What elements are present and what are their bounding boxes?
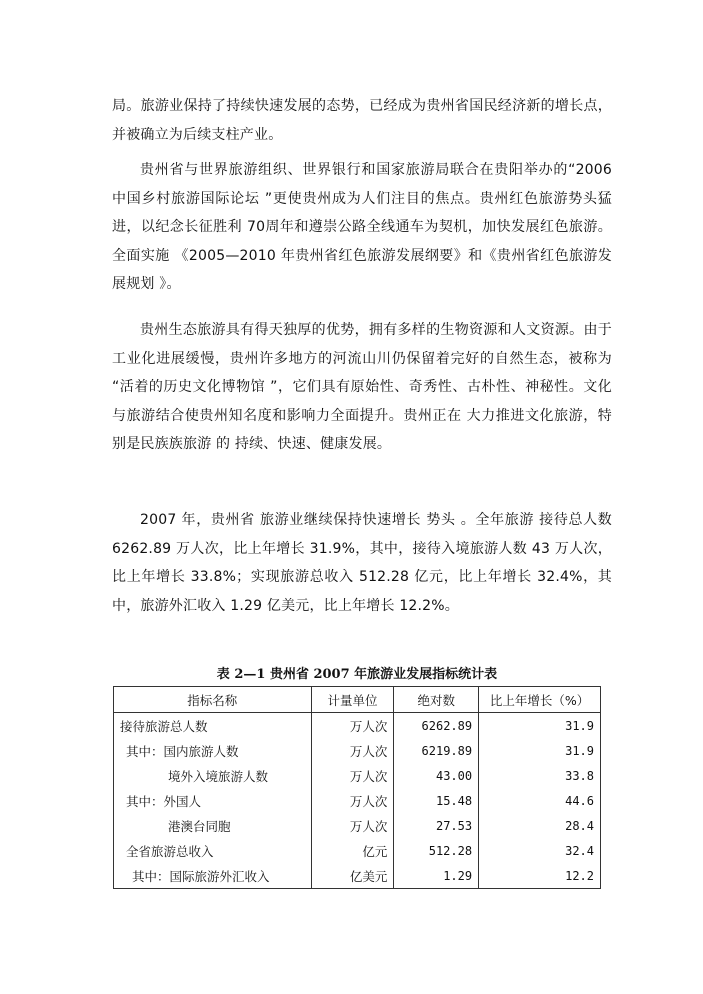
- row-name: 其中：国际旅游外汇收入: [114, 863, 312, 889]
- paragraph-2007-statistics: 2007 年，贵州省 旅游业继续保持快速增长 势头 。全年旅游 接待总人数 6262.89 万人次，比上年增长 31.9%，其中，接待入境旅游人数 43 万人次，比上年增长 33.8%；实现旅游总收入 512.28 亿元，比上年增长 32.4%，其中，旅游外汇收入 1.29 亿美元，比上年增长 12.2%。: [112, 512, 612, 614]
- row-unit: 万人次: [311, 713, 394, 739]
- row-name: 其中：外国人: [114, 788, 312, 813]
- table-header-row: [114, 687, 601, 713]
- row-growth: 31.9: [479, 713, 601, 739]
- row-value: 43.00: [394, 763, 479, 788]
- row-growth: 44.6: [479, 788, 601, 813]
- paragraph-tourism-growth: 局。旅游业保持了持续快速发展的态势，已经成为贵州省国民经济新的增长点，并被确立为后续支柱产业。: [112, 98, 612, 143]
- row-unit: 万人次: [311, 738, 394, 763]
- header-growth-rate: 比上年增长（%）: [479, 687, 601, 713]
- row-unit: 万人次: [311, 763, 394, 788]
- row-value: 6262.89: [394, 713, 479, 739]
- tourism-indicators-table: [113, 686, 601, 889]
- row-growth: 28.4: [479, 813, 601, 838]
- row-value: 27.53: [394, 813, 479, 838]
- row-unit: 亿元: [311, 838, 394, 863]
- row-growth: 33.8: [479, 763, 601, 788]
- row-growth: 12.2: [479, 863, 601, 889]
- row-name: 其中：国内旅游人数: [114, 738, 312, 763]
- table-row: [114, 838, 601, 863]
- table-row: [114, 713, 601, 739]
- row-value: 6219.89: [394, 738, 479, 763]
- row-value: 1.29: [394, 863, 479, 889]
- row-unit: 万人次: [311, 788, 394, 813]
- paragraph-eco-tourism: 贵州生态旅游具有得天独厚的优势，拥有多样的生物资源和人文资源。由于工业化进展缓慢，贵州许多地方的河流山川仍保留着完好的自然生态，被称为 “活着的历史文化博物馆 ”，它们具有原始性、奇秀性、古朴性、神秘性。文化与旅游结合使贵州知名度和影响力全面提升。贵州正在 大力推进文化旅游，特别是民族族旅游 的 持续、快速、健康发展。: [112, 322, 612, 452]
- row-unit: 亿美元: [311, 863, 394, 889]
- row-name: 港澳台同胞: [114, 813, 312, 838]
- row-value: 512.28: [394, 838, 479, 863]
- row-value: 15.48: [394, 788, 479, 813]
- row-name: 接待旅游总人数: [114, 713, 312, 739]
- row-unit: 万人次: [311, 813, 394, 838]
- row-name: 境外入境旅游人数: [114, 763, 312, 788]
- table-row: [114, 763, 601, 788]
- table-row: [114, 863, 601, 889]
- header-absolute-value: 绝对数: [394, 687, 479, 713]
- table-row: [114, 788, 601, 813]
- table-row: [114, 738, 601, 763]
- paragraph-red-tourism: 贵州省与世界旅游组织、世界银行和国家旅游局联合在贵阳举办的“2006 中国乡村旅游国际论坛 ”更使贵州成为人们注目的焦点。贵州红色旅游势头猛进，以纪念长征胜利 70周年和遵崇公路全线通车为契机，加快发展红色旅游。全面实施 《2005—2010 年贵州省红色旅游发展纲要》和《贵州省红色旅游发展规划 》。: [112, 162, 612, 292]
- table-title: 表 2—1 贵州省 2007 年旅游业发展指标统计表: [216, 667, 498, 682]
- header-indicator-name: 指标名称: [114, 687, 312, 713]
- row-growth: 32.4: [479, 838, 601, 863]
- table-row: [114, 813, 601, 838]
- header-unit: 计量单位: [311, 687, 394, 713]
- row-name: 全省旅游总收入: [114, 838, 312, 863]
- row-growth: 31.9: [479, 738, 601, 763]
